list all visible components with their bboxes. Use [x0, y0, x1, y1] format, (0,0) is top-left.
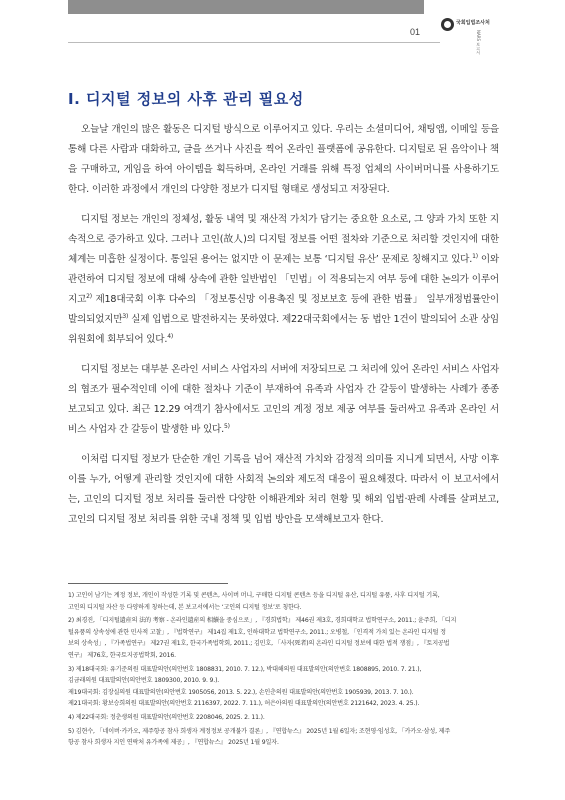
footnote: [68, 590, 502, 613]
footnote-reference: 2): [86, 292, 92, 300]
paragraph: [68, 120, 499, 200]
brand-title: 국회입법조사처: [456, 20, 490, 26]
section-title: Ⅰ. 디지털 정보의 사후 관리 필요성: [68, 90, 304, 108]
paragraph: [68, 360, 499, 440]
paragraph: [68, 450, 499, 530]
paragraph-text: 오늘날 개인의 많은 활동은 디지털 방식으로 이루어지고 있다. 우리는 소셜미디어, 채팅앱, 이메일 등을 통해 다른 사람과 대화하고, 글을 쓰거나 사진을 찍어 온라인 플랫폼에 공유한다. 디지털로 된 음악이나 책을 구매하고, 게임을 하여 아이템을 획득하며, 온라인 거래를 위해 특정 업체의 사이버머니를 사용하기도 한다. 이러한 과정에서 개인의 다양한 정보가 디지털 형태로 생성되고 저장된다.: [68, 124, 499, 195]
footnote-line: 제19대국회: 김장실의원 대표발의안(의안번호 1905056, 2013. 5. 22.), 손인춘의원 대표발의안(의안번호 1905939, 2013. 7. 10.).: [68, 688, 414, 696]
paragraph-text: 이처럼 디지털 정보가 단순한 개인 기록을 넘어 재산적 가치와 감정적 의미를 지니게 되면서, 사망 이후 이를 누가, 어떻게 관리할 것인지에 대한 사회적 논의와 제도적 대응이 필요해졌다. 따라서 이 보고서에서는, 고인의 디지털 정보 처리를 둘러싼 다양한 이해관계와 처리 현황 및 해외 입법·판례 사례를 살펴보고, 고인의 디지털 정보 처리를 위한 국내 정책 및 입법 방안을 모색해보고자 한다.: [68, 454, 499, 525]
footnote-line: 3) 제18대국회: 유기준의원 대표발의안(의안번호 1808831, 2010. 7. 12.), 박대해의원 대표발의안(의안번호 1808895, 2010. 7. 21.),: [68, 665, 422, 673]
footnote: [68, 726, 502, 749]
footnote-rule: [68, 583, 228, 584]
footnote-reference: 1): [472, 252, 478, 260]
footnote-line: 4) 제22대국회: 정춘생의원 대표발의안(의안번호 2208046, 2025. 2. 11.).: [68, 713, 265, 721]
body-text: [68, 120, 499, 540]
logo-icon: [441, 18, 454, 31]
paragraph-text: 실제 입법으로 발전하지는 못하였다. 제22대국회에서는 동 법안 1건이 발의되어 소관 상임위원회에 회부되어 있다.: [68, 314, 499, 345]
brand-subtitle: NARS 보고서: [476, 30, 481, 55]
paragraph: [68, 210, 499, 350]
footnote-line: 털유품의 상속성에 관한 민사적 고찰」, 『법학연구』 제14집 제1호, 인하대학교 법학연구소, 2011.; 오병철, 「인격적 가치 있는 온라인 디지털 정: [68, 628, 446, 636]
footnote-line: 연구』 제76호, 한국토지공법학회, 2016.: [68, 651, 176, 659]
header-bar: [68, 0, 424, 14]
footnote-reference: 3): [122, 312, 129, 320]
footnotes: [68, 590, 502, 751]
footnote-line: 5) 김현수, 「네이버·카카오, 제주항공 참사 희생자 계정정보 공개불가 결론」, 『연합뉴스』 2025년 1월 6일자; 조현영·임성호, 「카카오·삼성, 제주: [68, 727, 451, 735]
footnote: [68, 664, 502, 710]
footnote-line: 항공 참사 희생자 지인 연락처 유가족에 제공」, 『연합뉴스』 2025년 1월 9일자.: [68, 739, 279, 747]
paragraph-text: 제18대국회 이후 다수의 「정보통신망 이용촉진 및 정보보호 등에 관한 법률」 일부개정법률안이 발의되었지만: [68, 294, 499, 325]
footnote: [68, 712, 502, 724]
paragraph-text: 디지털 정보는 개인의 정체성, 활동 내역 및 재산적 가치가 담기는 중요한 요소로, 그 양과 가치 또한 지속적으로 증가하고 있다. 그러나 고인(故人)의 디지털 정보를 어떤 절차와 기준으로 처리할 것인지에 대한 체계는 미흡한 실정이다. 통일된 용어는 없지만 이 문제는 보통 ‘디지털 유산’ 문제로 칭해지고 있다.: [68, 214, 499, 265]
footnote-line: 김금래의원 대표발의안(의안번호 1809300, 2010. 9. 9.).: [68, 677, 220, 685]
footnote-reference: 4): [167, 332, 173, 340]
paragraph-text: 디지털 정보는 대부분 온라인 서비스 사업자의 서버에 저장되므로 그 처리에 있어 온라인 서비스 사업자의 협조가 필수적인데 이에 대한 절차나 기준이 부재하여 유족과 사업자 간 갈등이 발생하는 사례가 종종 보고되고 있다. 최근 12.29 여객기 참사에서도 고인의 계정 정보 제공 여부를 둘러싸고 유족과 온라인 서비스 사업자 간 갈등이 발생한 바 있다.: [68, 364, 499, 435]
footnote-reference: 5): [223, 422, 230, 430]
footnote: [68, 615, 502, 661]
footnote-line: 보의 상속성」, 『가족법연구』 제27권 제1호, 한국가족법학회, 2011.; 김민호, 「사자(死者)의 온라인 디지털 정보에 대한 법적 쟁점」, 『토지공법: [68, 640, 450, 648]
brand-mark: [441, 8, 511, 68]
footnote-line: 제21대국회: 황보승희의원 대표발의안(의안번호 2116397, 2022. 7. 11.), 허은아의원 대표발의안(의안번호 2121642, 2023. 4. 25.).: [68, 700, 420, 708]
footnote-line: 고인의 디지털 자산 등 다양하게 칭하는데, 본 보고서에서는 ‘고인의 디지털 정보’로 칭한다.: [68, 603, 302, 611]
header-rule: [68, 42, 440, 43]
page-number: 01: [410, 27, 421, 37]
footnote-line: 1) 고인이 남기는 계정 정보, 개인이 작성한 기록 및 콘텐츠, 사이버 머니, 구매한 디지털 콘텐츠 등을 디지털 유산, 디지털 유품, 사후 디지털 기록,: [68, 592, 440, 599]
footnote-line: 2) 최경진, 「디지털遺産의 法的 考察 - 온라인遺産의 相續을 중심으로」, 『경희법학』 제46권 제3호, 경희대학교 법학연구소, 2011.; 윤주희, 「디지: [68, 617, 457, 625]
paragraph-text: 이와 관련하여 디지털 정보에 대해 상속에 관한 일반법인 「민법」이 적용되는지 여부 등에 대한 논의가 이루어지고: [68, 254, 499, 305]
